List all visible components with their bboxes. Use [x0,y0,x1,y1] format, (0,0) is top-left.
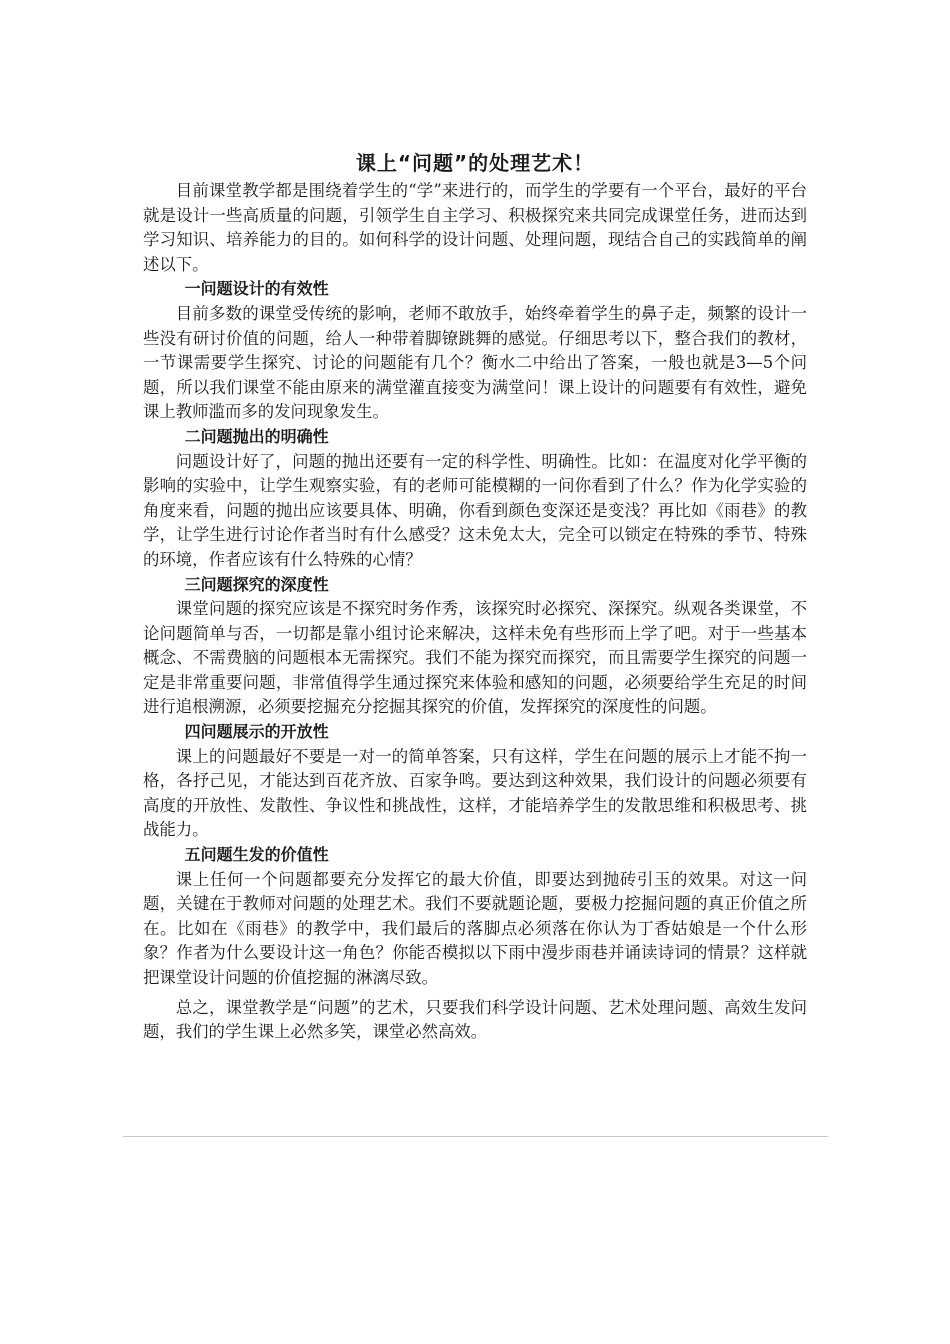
intro-paragraph: 目前课堂教学都是围绕着学生的“学”来进行的，而学生的学要有一个平台，最好的平台就是设计一些高质量的问题，引领学生自主学习、积极探究来共同完成课堂任务，进而达到学习知识、培养能力的目的。如何科学的设计问题、处理问题，现结合自己的实践简单的阐述以下。 [143,181,807,274]
section-heading-3: 三问题探究的深度性 [184,574,329,594]
section-body-3: 课堂问题的探究应该是不探究时务作秀，该探究时必探究、深探究。纵观各类课堂，不论问题简单与否，一切都是靠小组讨论来解决，这样未免有些形而上学了吧。对于一些基本概念、不需费脑的问题根本无需探究。我们不能为探究而探究，而且需要学生探究的问题一定是非常重要问题，非常值得学生通过探究来体验和感知的问题，必须要给学生充足的时间进行追根溯源，必须要挖掘充分挖掘其探究的价值，发挥探究的深度性的问题。 [143,599,807,717]
article-title: 课上“问题”的处理艺术！ [355,151,595,175]
bottom-divider [123,1136,828,1137]
section-heading-2: 二问题抛出的明确性 [184,426,329,446]
conclusion-paragraph: 总之，课堂教学是“问题”的艺术，只要我们科学设计问题、艺术处理问题、高效生发问题，我们的学生课上必然多笑，课堂必然高效。 [143,997,807,1042]
section-body-1: 目前多数的课堂受传统的影响，老师不敢放手，始终牵着学生的鼻子走，频繁的设计一些没有研讨价值的问题，给人一种带着脚镣跳舞的感觉。仔细思考以下，整合我们的教材，一节课需要学生探究、讨论的问题能有几个？衡水二中给出了答案，一般也就是3—5个问题，所以我们课堂不能由原来的满堂灌直接变为满堂问！课上设计的问题要有有效性，避免课上教师滥而多的发问现象发生。 [143,303,807,422]
section-body-5: 课上任何一个问题都要充分发挥它的最大价值，即要达到抛砖引玉的效果。对这一问题，关键在于教师对问题的处理艺术。我们不要就题论题，要极力挖掘问题的真正价值之所在。比如在《雨巷》的教学中，我们最后的落脚点必须落在你认为丁香姑娘是一个什么形象？作者为什么要设计这一角色？你能否模拟以下雨中漫步雨巷并诵读诗词的情景？这样就把课堂设计问题的价值挖掘的淋漓尽致。 [143,869,807,987]
section-body-4: 课上的问题最好不要是一对一的简单答案，只有这样，学生在问题的展示上才能不拘一格，各抒己见，才能达到百花齐放、百家争鸣。要达到这种效果，我们设计的问题必须要有高度的开放性、发散性、争议性和挑战性，这样，才能培养学生的发散思维和积极思考、挑战能力。 [143,746,807,840]
section-body-2: 问题设计好了，问题的抛出还要有一定的科学性、明确性。比如：在温度对化学平衡的影响的实验中，让学生观察实验，有的老师可能模糊的一问你看到了什么？作为化学实验的角度来看，问题的抛出应该要具体、明确，你看到颜色变深还是变浅？再比如《雨巷》的教学，让学生进行讨论作者当时有什么感受？这未免太大，完全可以锁定在特殊的季节、特殊的环境，作者应该有什么特殊的心情？ [143,451,807,569]
section-heading-5: 五问题生发的价值性 [184,845,329,865]
section-heading-4: 四问题展示的开放性 [184,722,329,742]
section-heading-1: 一问题设计的有效性 [184,279,329,299]
article [143,147,807,1045]
